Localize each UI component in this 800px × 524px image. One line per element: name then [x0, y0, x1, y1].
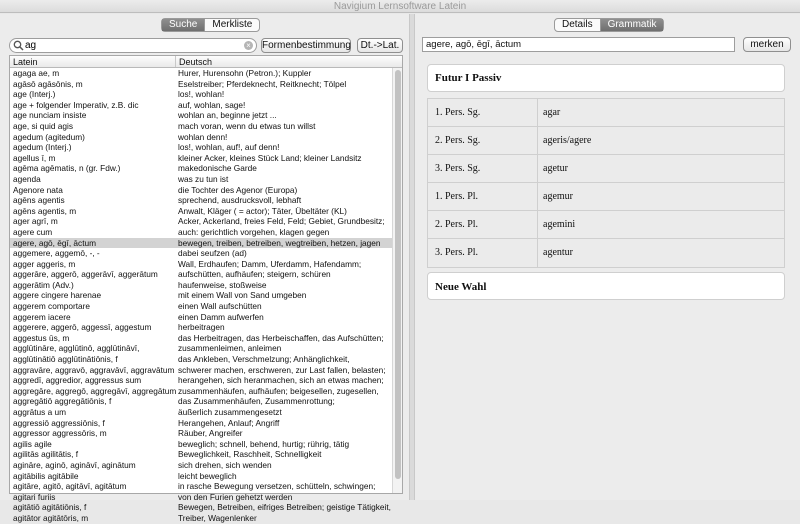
german-cell: Anwalt, Kläger ( = actor); Täter, Übeltäter (KL) — [178, 205, 347, 216]
latin-cell: aggressiō aggressiōnis, f — [13, 417, 105, 428]
german-cell: Bewegen, Betreiben, eifriges Betreiben; geistige Tätigkeit, — [178, 502, 391, 513]
german-cell: Eselstreiber; Pferdeknecht, Reitknecht; Tölpel — [178, 78, 347, 89]
german-cell: sich drehen, sich wenden — [178, 459, 272, 470]
table-row[interactable] — [10, 492, 394, 503]
latin-cell: aggemere, aggemō, -, - — [13, 248, 100, 259]
right-segmented-control — [554, 18, 664, 32]
table-row[interactable] — [10, 153, 394, 164]
search-icon — [13, 40, 24, 51]
formenbestimmung-button[interactable]: Formenbestimmung — [262, 40, 351, 51]
table-row — [428, 183, 784, 211]
table-row[interactable] — [10, 439, 394, 450]
latin-cell: agitātiō agitātiōnis, f — [13, 502, 87, 513]
latin-cell: aggrātus a um — [13, 407, 67, 417]
clear-search-icon[interactable]: × — [244, 41, 253, 50]
scrollbar-thumb[interactable] — [395, 70, 401, 479]
german-cell: das Ankleben, Verschmelzung; Anhänglichkeit, — [178, 354, 350, 365]
german-cell: herangehen, sich heranmachen, sich an etwas machen; — [178, 375, 384, 386]
german-cell: los!, wohlan, auf!, auf denn! — [178, 142, 280, 153]
german-cell: wohlan denn! — [178, 131, 228, 142]
latin-cell: agenda — [13, 173, 41, 184]
table-row[interactable] — [10, 195, 394, 206]
table-row[interactable] — [10, 333, 394, 344]
latin-cell: aggerere, aggerō, aggessī, aggestum — [13, 322, 152, 333]
latin-cell: agellus ī, m — [13, 152, 56, 163]
neue-wahl-button[interactable]: Neue Wahl — [427, 272, 785, 300]
tab-grammatik[interactable]: Grammatik — [601, 19, 664, 31]
latin-cell: agger aggeris, m — [13, 258, 76, 269]
german-cell: wohlan an, beginne jetzt ... — [178, 110, 277, 121]
german-cell: das Herbeitragen, das Herbeischaffen, das Aufschütten; — [178, 332, 384, 343]
latin-cell: aggestus ūs, m — [13, 332, 70, 343]
table-rows — [10, 68, 394, 524]
table-row[interactable] — [10, 481, 394, 492]
merken-button[interactable]: merken — [743, 37, 791, 52]
table-row[interactable] — [10, 513, 394, 524]
search-field[interactable] — [9, 38, 257, 53]
table-row[interactable] — [10, 375, 394, 386]
verb-form: agar — [543, 107, 561, 118]
latin-cell: agilitās agilitātis, f — [13, 449, 79, 460]
table-row[interactable] — [10, 365, 394, 376]
german-cell: kleiner Acker, kleines Stück Land; kleiner Landsitz — [178, 152, 362, 163]
window-title: Navigium Lernsoftware Latein — [0, 0, 800, 13]
latin-cell: agāsō agāsōnis, m — [13, 78, 83, 89]
table-row[interactable] — [10, 312, 394, 323]
verb-form: agentur — [543, 247, 573, 258]
table-row[interactable] — [10, 449, 394, 460]
german-cell: das Zusammenhäufen, Zusammenrottung; — [178, 396, 335, 407]
table-row[interactable] — [10, 280, 394, 291]
german-cell: auf, wohlan, sage! — [178, 99, 246, 110]
verb-form: agemini — [543, 219, 576, 230]
german-cell: von den Furien gehetzt werden — [178, 491, 293, 502]
german-cell: leicht beweglich — [178, 470, 237, 481]
table-row[interactable] — [10, 396, 394, 407]
table-row — [428, 99, 784, 127]
latin-cell: aggressor aggressōris, m — [13, 428, 107, 439]
german-cell: bewegen, treiben, betreiben, wegtreiben, hetzen, jagen — [178, 237, 381, 248]
table-row[interactable] — [10, 79, 394, 90]
table-row[interactable] — [10, 185, 394, 196]
latin-cell: aggravāre, aggravō, aggravāvī, aggravātum — [13, 364, 175, 375]
german-cell: haufenweise, stoßweise — [178, 279, 267, 290]
latin-cell: age (Interj.) — [13, 89, 56, 100]
german-cell: Treiber, Wagenlenker — [178, 512, 257, 523]
tab-merkliste[interactable]: Merkliste — [212, 19, 253, 30]
latin-cell: aggerāre, aggerō, aggerāvī, aggerātum — [13, 269, 158, 280]
german-cell: auch: gerichtlich vorgehen, klagen gegen — [178, 226, 330, 237]
german-cell: sprechend, ausdrucksvoll, lebhaft — [178, 195, 302, 206]
latin-cell: agaga ae, m — [13, 68, 60, 78]
latin-cell: agēns agentis, m — [13, 205, 77, 216]
conjugation-table — [427, 98, 785, 268]
latin-cell: agitari furiis — [13, 491, 56, 502]
table-row[interactable] — [10, 301, 394, 312]
german-cell: Acker, Ackerland, freies Feld, Feld; Gebiet, Grundbesitz; — [178, 216, 385, 227]
table-row[interactable] — [10, 89, 394, 100]
table-row[interactable] — [10, 142, 394, 153]
latin-cell: agitābilis agitābile — [13, 470, 79, 481]
latin-cell: aggerātim (Adv.) — [13, 279, 74, 290]
table-row[interactable] — [10, 343, 394, 354]
person-label: 1. Pers. Pl. — [428, 183, 538, 210]
latin-cell: agedum (Interj.) — [13, 142, 72, 153]
table-row[interactable] — [10, 354, 394, 365]
latin-cell: agitātor agitātōris, m — [13, 512, 89, 523]
latin-cell: agglūtināre, agglūtinō, agglūtināvī, — [13, 343, 140, 354]
latin-cell: agere, agō, ēgī, āctum — [13, 237, 97, 248]
table-row[interactable] — [10, 269, 394, 280]
german-cell: los!, wohlan! — [178, 89, 225, 100]
table-row — [428, 211, 784, 239]
german-cell: Wall, Erdhaufen; Damm, Uferdamm, Hafendamm; — [178, 258, 362, 269]
latin-cell: aggerem comportare — [13, 301, 91, 312]
table-row[interactable] — [10, 227, 394, 238]
table-row — [428, 127, 784, 155]
table-row[interactable] — [10, 174, 394, 185]
german-cell: zusammenleimen, anleimen — [178, 343, 282, 354]
table-row[interactable] — [10, 502, 394, 513]
german-cell: aufschütten, aufhäufen; steigern, schüren — [178, 269, 331, 280]
person-label: 2. Pers. Pl. — [428, 211, 538, 238]
search-input[interactable] — [25, 39, 235, 52]
table-row[interactable] — [10, 238, 394, 249]
search-pane — [0, 14, 410, 523]
german-cell: einen Damm aufwerfen — [178, 311, 264, 322]
latin-cell: ager agrī, m — [13, 216, 58, 227]
table-row[interactable] — [10, 68, 394, 79]
table-header — [10, 56, 402, 68]
german-cell: herbeitragen — [178, 322, 225, 333]
german-cell: Hurer, Hurensohn (Petron.); Kuppler — [178, 68, 312, 78]
latin-cell: age + folgender Imperativ, z.B. dic — [13, 99, 139, 110]
german-cell: äußerlich zusammengesetzt — [178, 407, 282, 417]
latin-cell: aggregātiō aggregātiōnis, f — [13, 396, 112, 407]
german-cell: mach voran, wenn du etwas tun willst — [178, 120, 316, 131]
table-row[interactable] — [10, 290, 394, 301]
table-row[interactable] — [10, 471, 394, 482]
table-row[interactable] — [10, 248, 394, 259]
verb-form: agemur — [543, 191, 573, 202]
latin-cell: aggerem iacere — [13, 311, 71, 322]
german-cell: Räuber, Angreifer — [178, 428, 243, 439]
column-header-german[interactable]: Deutsch — [179, 57, 213, 67]
vertical-scrollbar[interactable] — [392, 68, 402, 493]
table-row[interactable] — [10, 428, 394, 439]
tense-heading: Futur I Passiv — [427, 64, 785, 92]
german-cell: zusammenhäufen, aufhäufen; beigesellen, zugesellen, — [178, 385, 379, 396]
latin-cell: Agenore nata — [13, 184, 63, 195]
latin-cell: age, si quid agis — [13, 120, 73, 131]
german-cell: beweglich; schnell, behend, hurtig; rührig, tätig — [178, 438, 350, 449]
table-row[interactable] — [10, 259, 394, 270]
latin-cell: agēma agēmatis, n (gr. Fdw.) — [13, 163, 121, 174]
left-segmented-control — [161, 18, 260, 32]
german-cell: die Tochter des Agenor (Europa) — [178, 184, 298, 195]
table-row[interactable] — [10, 121, 394, 132]
latin-cell: agere cum — [13, 226, 53, 237]
dictionary-table — [9, 55, 403, 523]
table-row[interactable] — [10, 110, 394, 121]
table-row[interactable] — [10, 100, 394, 111]
latin-cell: agilis agile — [13, 438, 52, 449]
selected-entry-field[interactable]: agere, agō, ēgī, āctum — [422, 37, 735, 52]
person-label: 3. Pers. Sg. — [428, 155, 538, 182]
german-cell: makedonische Garde — [178, 163, 257, 174]
table-row — [428, 155, 784, 183]
german-cell: dabei seufzen (ad) — [178, 248, 247, 259]
german-cell: was zu tun ist — [178, 173, 229, 184]
latin-cell: aggredī, aggredior, aggressus sum — [13, 375, 142, 386]
table-row[interactable] — [10, 163, 394, 174]
person-label: 3. Pers. Pl. — [428, 239, 538, 267]
german-cell: einen Wall aufschütten — [178, 301, 262, 312]
tab-suche[interactable]: Suche — [162, 19, 205, 31]
direction-toggle-button[interactable]: Dt.->Lat. — [357, 38, 403, 53]
table-row — [428, 239, 784, 267]
latin-cell: agēns agentis — [13, 195, 65, 206]
table-row[interactable] — [10, 407, 394, 418]
table-row[interactable] — [10, 132, 394, 143]
table-row[interactable] — [10, 418, 394, 429]
german-cell: Herangehen, Anlauf; Angriff — [178, 417, 280, 428]
table-row[interactable] — [10, 460, 394, 471]
table-row[interactable] — [10, 386, 394, 397]
german-cell: schwerer machen, erschweren, zur Last fallen, belasten; — [178, 364, 386, 375]
latin-cell: agedum (agitedum) — [13, 131, 85, 142]
person-label: 2. Pers. Sg. — [428, 127, 538, 154]
tab-details[interactable]: Details — [555, 19, 601, 31]
verb-form: agetur — [543, 163, 568, 174]
german-cell: in rasche Bewegung versetzen, schütteln, schwingen; — [178, 481, 376, 492]
latin-cell: agināre, aginō, agināvī, aginātum — [13, 459, 136, 470]
column-header-latin[interactable]: Latein — [10, 56, 176, 67]
german-cell: mit einem Wall von Sand umgeben — [178, 290, 307, 301]
latin-cell: agglūtinātiō agglūtinātiōnis, f — [13, 354, 118, 365]
german-cell: Beweglichkeit, Raschheit, Schnelligkeit — [178, 449, 322, 460]
latin-cell: agitāre, agitō, agitāvī, agitātum — [13, 481, 127, 492]
person-label: 1. Pers. Sg. — [428, 99, 538, 126]
table-row[interactable] — [10, 206, 394, 217]
table-row[interactable] — [10, 322, 394, 333]
table-row[interactable] — [10, 216, 394, 227]
latin-cell: aggere cingere harenae — [13, 290, 102, 301]
latin-cell: age nunciam insiste — [13, 110, 87, 121]
latin-cell: aggregāre, aggregō, aggregāvī, aggregātum — [13, 385, 177, 396]
verb-form: ageris/agere — [543, 135, 592, 146]
